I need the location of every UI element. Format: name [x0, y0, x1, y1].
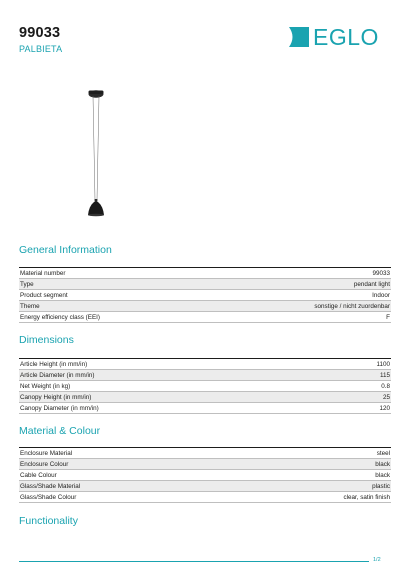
row-value: 0.8	[330, 381, 391, 392]
table-row	[19, 359, 391, 370]
row-value: F	[209, 312, 391, 323]
table-row	[19, 312, 391, 323]
row-value: 25	[330, 392, 391, 403]
general-information-table	[19, 267, 391, 323]
row-label: Product segment	[19, 290, 209, 301]
product-name: PALBIETA	[19, 44, 63, 54]
row-value: steel	[226, 448, 391, 459]
row-value: pendant light	[209, 279, 391, 290]
row-label: Enclosure Colour	[19, 459, 226, 470]
row-label: Article Height (in mm/in)	[19, 359, 330, 370]
section-title-dimensions: Dimensions	[19, 334, 74, 346]
table-row	[19, 470, 391, 481]
table-row	[19, 301, 391, 312]
row-label: Net Weight (in kg)	[19, 381, 330, 392]
logo-mark-icon	[289, 27, 309, 47]
row-value: clear, satin finish	[226, 492, 391, 503]
row-value: 120	[330, 403, 391, 414]
row-value: black	[226, 470, 391, 481]
table-row	[19, 403, 391, 414]
row-label: Enclosure Material	[19, 448, 226, 459]
row-label: Article Diameter (in mm/in)	[19, 370, 330, 381]
logo-text: EGLO	[313, 24, 379, 50]
row-label: Glass/Shade Colour	[19, 492, 226, 503]
row-label: Energy efficiency class (EEI)	[19, 312, 209, 323]
row-value: 1100	[330, 359, 391, 370]
table-row	[19, 268, 391, 279]
material-colour-table	[19, 447, 391, 503]
table-row	[19, 279, 391, 290]
dimensions-table	[19, 358, 391, 414]
table-row	[19, 392, 391, 403]
row-value: 99033	[209, 268, 391, 279]
pendant-light-image	[60, 78, 140, 220]
row-value: plastic	[226, 481, 391, 492]
table-row	[19, 381, 391, 392]
row-value: black	[226, 459, 391, 470]
row-label: Canopy Diameter (in mm/in)	[19, 403, 330, 414]
page-number: 1/2	[373, 557, 381, 563]
footer-divider	[19, 561, 369, 562]
section-title-material-colour: Material & Colour	[19, 425, 101, 437]
row-value: sonstige / nicht zuordenbar	[209, 301, 391, 312]
section-title-general-information: General Information	[19, 244, 112, 256]
row-label: Material number	[19, 268, 209, 279]
table-row	[19, 448, 391, 459]
row-label: Canopy Height (in mm/in)	[19, 392, 330, 403]
table-row	[19, 370, 391, 381]
product-number: 99033	[19, 25, 61, 41]
brand-logo	[289, 24, 379, 50]
row-label: Theme	[19, 301, 209, 312]
row-label: Type	[19, 279, 209, 290]
table-row	[19, 459, 391, 470]
row-value: Indoor	[209, 290, 391, 301]
row-label: Cable Colour	[19, 470, 226, 481]
table-row	[19, 492, 391, 503]
row-value: 115	[330, 370, 391, 381]
section-title-functionality: Functionality	[19, 515, 78, 527]
row-label: Glass/Shade Material	[19, 481, 226, 492]
table-row	[19, 481, 391, 492]
table-row	[19, 290, 391, 301]
